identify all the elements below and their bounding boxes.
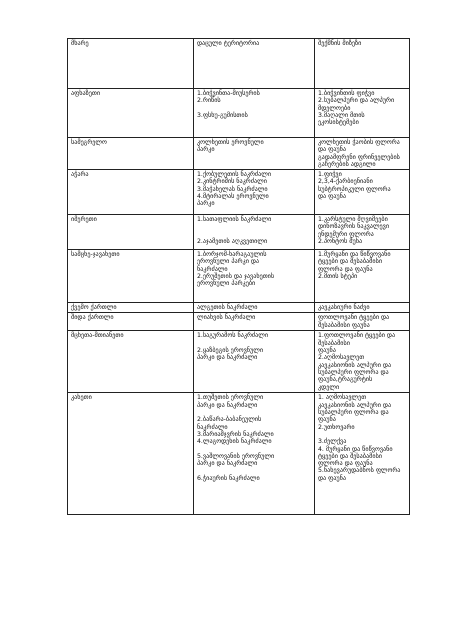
reason-line: ტყეები და შესაბამისი [318,452,383,460]
territory-line [197,223,312,230]
reason-line: 2.სუბალპური და ალპური [318,97,395,105]
territory-line: კოლხეთის ეროვნული [197,139,264,146]
table-row [68,215,410,250]
territory-line: პარკი [197,146,215,154]
cell-reason [315,138,410,170]
cell-region [68,89,194,138]
territory-line: ნაკრძალი [197,265,228,273]
territory-line: 3.მაჭახელას ნაკრძალი [197,185,268,193]
region-line: სამცხე-ჯავახეთი [71,251,120,259]
territory-line [197,105,312,112]
table-row [68,89,410,138]
region-line: სამეგრელო [71,139,107,146]
territory-line: პარკი და ნაკრძალი [197,354,258,362]
territory-line: პარკი და ნაკრძალი [197,401,258,409]
table-row [68,313,410,331]
reason-line: შესაბამისი ფაუნა [318,321,370,329]
header-reason: შექმნის მიზეზი [315,39,410,89]
reason-line: კოლხეთის ჭაობის ფლორა [318,139,400,146]
territory-line: 1.ბორჯომ-ხარაგაულის [197,251,267,259]
cell-reason [315,170,410,215]
territory-line: 1.ბიჭვინთა-მიუსერის [197,90,260,97]
cell-reason [315,215,410,250]
reason-line: ტყეები და მესაბამისი [318,258,383,266]
table-row [68,170,410,215]
cell-territory [194,138,315,170]
table-row [68,393,410,515]
reason-line: კდელი [318,383,340,391]
territory-line [197,446,312,453]
table-body [68,39,410,515]
table-header-row [68,39,410,89]
territory-line: 4.მტირალას ეროვნული [197,193,269,201]
reason-line: 1.მურყანი და წიწვოვანი [318,251,391,259]
cell-territory [194,170,315,215]
cell-reason [315,303,410,313]
cell-territory [194,331,315,393]
reason-line: ფაუნა [318,347,336,355]
reason-line: ეკოსისტემები [318,119,359,127]
table-row [68,303,410,313]
reason-line: 2.პონტოს მუხა [318,238,363,246]
reason-line: 3.მაღალი მთის [318,111,365,119]
territory-line: 2.ყაზბეგის ეროვნული [197,347,264,355]
reason-line: სუბალპური ფლორა და [318,409,389,417]
reason-line: სუბტროპიკული ფლორა [318,185,391,193]
reason-line: კავკასიონის ალპური და [318,401,392,409]
reason-line: 5.ნახევარუდაბნოს ფლორა [318,467,401,475]
region-line: აჭარა [71,171,89,179]
cell-region [68,250,194,303]
cell-reason [315,313,410,331]
cell-reason [315,331,410,393]
region-line: აფხაზეთი [71,90,101,97]
region-line: ქვემო ქართლი [71,304,117,312]
reason-line: 2.აღმოსავლეთ [318,354,365,362]
region-line: კახეთი [71,394,92,402]
cell-territory [194,303,315,313]
cell-territory [194,393,315,515]
cell-region [68,138,194,170]
cell-territory [194,250,315,303]
table-row [68,250,410,303]
cell-region [68,393,194,515]
cell-territory [194,89,315,138]
territory-line: 2.კინტრიშის ნაკრძალი [197,178,267,186]
reason-line: და ფაუნა [318,474,347,482]
territory-line [197,231,312,238]
territory-line: 1.თუშეთის ეროვნული [197,394,264,402]
territory-line [197,340,312,347]
reason-line: და ფაუნა [318,146,347,154]
territory-line: 2.რიწის [197,97,221,105]
cell-region [68,331,194,393]
territory-line: 5.ვაშლოვანის ეროვნული [197,452,275,460]
reason-line: კავკასიონის ალპური და [318,361,392,369]
territory-line: 1.სათაფლიის ნაკრძალი [197,216,272,224]
reason-line: 2,3,4-ქარბიენიანი [318,178,373,186]
territory-line: 2.ბაწარა-ბაბანეულის [197,416,262,424]
region-line: მცხეთა-მთიანეთი [71,332,124,340]
territory-line: ნაკრძალი [197,423,228,431]
reason-line: 3.ძელქვა [318,438,347,446]
cell-territory [194,215,315,250]
territory-line: ეროვნული პარკი და [197,258,260,266]
region-line: შიდა ქართლი [71,314,114,322]
cell-region [68,170,194,215]
reason-line: ფაუნა,ტრაგურტის [318,376,373,384]
reason-line: მდელოები [318,104,351,112]
table-row [68,331,410,393]
reason-line: 1.ბიჭვინთის ფიჭვი [318,90,375,97]
cell-territory [194,313,315,331]
reason-line: სუბალპური ფლორა და [318,368,389,376]
territory-line: პარკი [197,200,215,208]
region-line: იმერეთი [71,216,97,224]
reason-line: 1.ფოთლოვანი ტყეები და [318,332,396,340]
territory-line: 3.მარიამჯვრის ნაკრძალი [197,430,274,438]
reason-line: დინოზავრის ნაკვალევი [318,223,390,231]
cell-reason [315,89,410,138]
reason-line: გადამფრენი ფრინველების [318,153,400,161]
territory-line [197,467,312,474]
reason-line: ფლორა და ფაუნა [318,460,373,468]
territory-line: ეროვნული პარკები [197,280,256,288]
cell-reason [315,250,410,303]
territory-line: 1.ქობულეთის ნაკრძალი [197,171,272,179]
reason-line: ფოთლოვანი ტყეები და [318,314,390,322]
cell-region [68,313,194,331]
territory-line: 2.ერუშეთის და ჯავახეთის [197,273,275,281]
header-territory: დაცული ტერიტორია [194,39,315,89]
territory-line: პარკი და ნაკრძალი [197,460,258,468]
reason-line: ფლორა და ფაუნა [318,265,373,273]
cell-region [68,215,194,250]
reason-line: 2.მთის სტეპი [318,273,358,281]
territory-line: ალგეთის ნაკრძალი [197,304,258,312]
reason-line: ენდემური ფლორა [318,230,374,238]
reason-line: ფაუნა [318,416,336,424]
territory-line: 1.საგურამოს ნაკრძალი [197,332,269,340]
territory-line: 4.ლაგოდეხის ნაკრძალი [197,438,272,446]
territory-line: 3.ფსხუ-გუმისთის [197,111,248,119]
protected-areas-table [67,38,410,515]
reason-line: 4. მურყანი და წიწვოვანი [318,445,393,453]
table-row [68,138,410,170]
territory-line: 2.აჯამეთის აღკვეთილი [197,238,268,246]
reason-line: შესაბამისი [318,339,350,347]
reason-line: გაჩერების ადგილი [318,160,376,168]
reason-line: 1.კარსტული მღვიმეები [318,216,388,224]
territory-line: ლიახვის ნაკრძალი [197,314,256,322]
cell-region [68,303,194,313]
reason-line: 1. აღმოსავლეთ [318,394,367,402]
reason-line: 2.უთხოვარი [318,423,355,431]
reason-line: და ფაუნა [318,193,347,201]
header-region: მხარე [68,39,194,89]
reason-line: 1.ფიჭვი [318,171,342,179]
cell-reason [315,393,410,515]
reason-line: კავკასიური ნაძვი [318,304,370,312]
territory-line: 6.ჭიაურის ნაკრძალი [197,474,260,482]
